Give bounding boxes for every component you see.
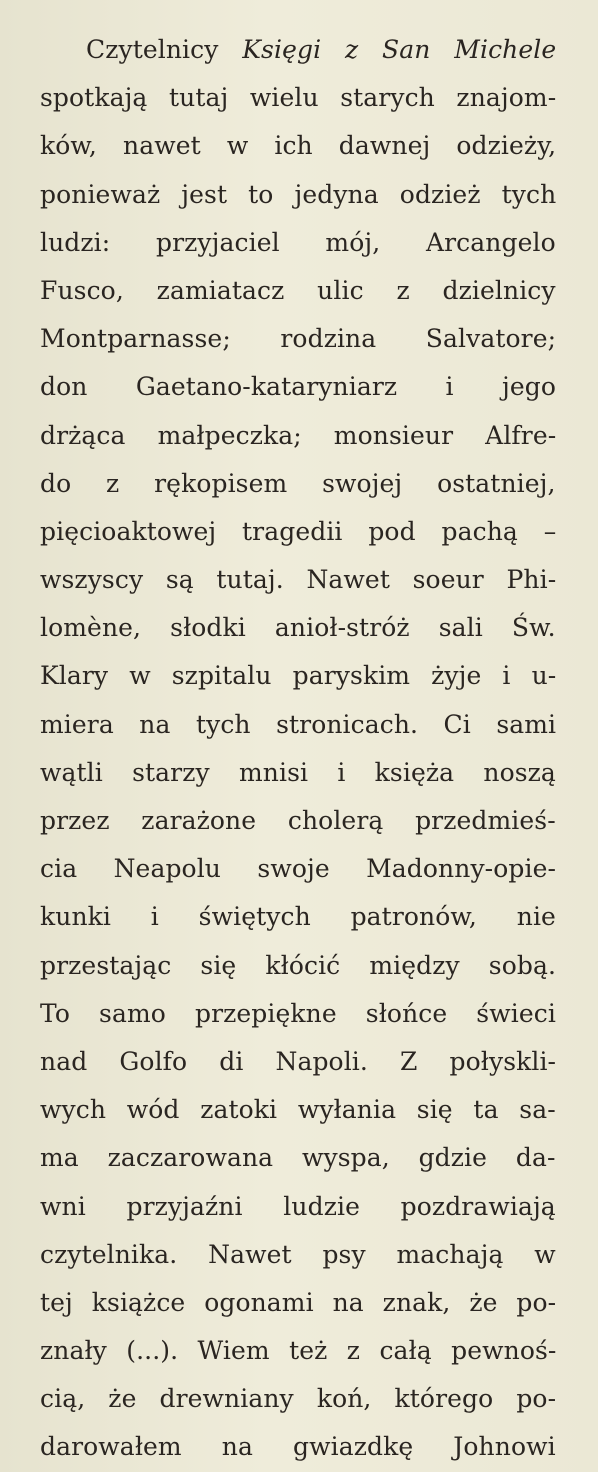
text-run: ków, nawet w ich dawnej odzieży, (40, 131, 557, 161)
text-run: spotkają tutaj wielu starych znajom- (40, 83, 557, 113)
text-run: pięcioaktowej tragedii pod pachą – (40, 516, 557, 546)
text-run: lomène, słodki anioł-stróż sali Św. (40, 613, 556, 643)
text-run: cia Neapolu swoje Madonny-opie- (40, 854, 557, 884)
text-line (40, 1134, 556, 1182)
text-line (40, 122, 556, 170)
text-line (40, 315, 556, 363)
text-run: kunki i świętych patronów, nie (40, 902, 556, 932)
body-text (40, 26, 556, 1472)
text-run: ludzi: przyjaciel mój, Arcangelo (40, 227, 556, 257)
text-line (40, 797, 556, 845)
text-run: wych wód zatoki wyłania się ta sa- (40, 1095, 556, 1125)
text-run: wszyscy są tutaj. Nawet soeur Phi- (40, 565, 557, 595)
text-run: nad Golfo di Napoli. Z połyskli- (40, 1046, 557, 1076)
text-line (40, 1038, 556, 1086)
text-run: do z rękopisem swojej ostatniej, (40, 468, 556, 498)
text-line (40, 1423, 556, 1471)
text-line (40, 460, 556, 508)
text-line (40, 508, 556, 556)
text-run: przestając się kłócić między sobą. (40, 950, 557, 980)
text-line (40, 652, 556, 700)
text-line (40, 1375, 556, 1423)
text-line (40, 556, 556, 604)
text-line (40, 701, 556, 749)
book-title-italic: Księgi z San Michele (242, 35, 557, 64)
text-run: ponieważ jest to jedyna odzież tych (40, 179, 557, 209)
text-run: wątli starzy mnisi i księża noszą (40, 757, 556, 787)
text-line (40, 1327, 556, 1375)
text-run: Klary w szpitalu paryskim żyje i u- (40, 661, 557, 691)
text-run: tej książce ogonami na znak, że po- (40, 1287, 557, 1317)
text-line (40, 604, 556, 652)
text-line (40, 1086, 556, 1134)
text-run: drżąca małpeczka; monsieur Alfre- (40, 420, 557, 450)
text-line (40, 1279, 556, 1327)
text-line (40, 26, 556, 74)
text-line (40, 267, 556, 315)
text-run: czytelnika. Nawet psy machają w (40, 1239, 556, 1269)
text-run: Montparnasse; rodzina Salvatore; (40, 324, 557, 354)
text-run: To samo przepiękne słońce świeci (40, 998, 556, 1028)
text-line (40, 74, 556, 122)
text-run: cią, że drewniany koń, którego po- (40, 1384, 557, 1414)
text-run: Czytelnicy (86, 35, 243, 64)
text-line (40, 171, 556, 219)
text-line (40, 219, 556, 267)
text-line (40, 363, 556, 411)
text-line (40, 412, 556, 460)
text-line (40, 942, 556, 990)
text-line (40, 845, 556, 893)
text-run: znały (...). Wiem też z całą pewnoś- (40, 1336, 557, 1366)
text-run: miera na tych stronicach. Ci sami (40, 709, 557, 739)
text-line (40, 893, 556, 941)
text-run: wni przyjaźni ludzie pozdrawiają (40, 1191, 556, 1221)
text-line (40, 749, 556, 797)
text-run: Fusco, zamiatacz ulic z dzielnicy (40, 275, 556, 305)
text-line (40, 1231, 556, 1279)
text-run: ma zaczarowana wyspa, gdzie da- (40, 1143, 556, 1173)
text-run: darowałem na gwiazdkę Johnowi (40, 1432, 556, 1462)
text-line (40, 1183, 556, 1231)
text-run: przez zarażone cholerą przedmieś- (40, 806, 556, 835)
text-line (40, 990, 556, 1038)
text-run: don Gaetano-kataryniarz i jego (40, 372, 557, 402)
